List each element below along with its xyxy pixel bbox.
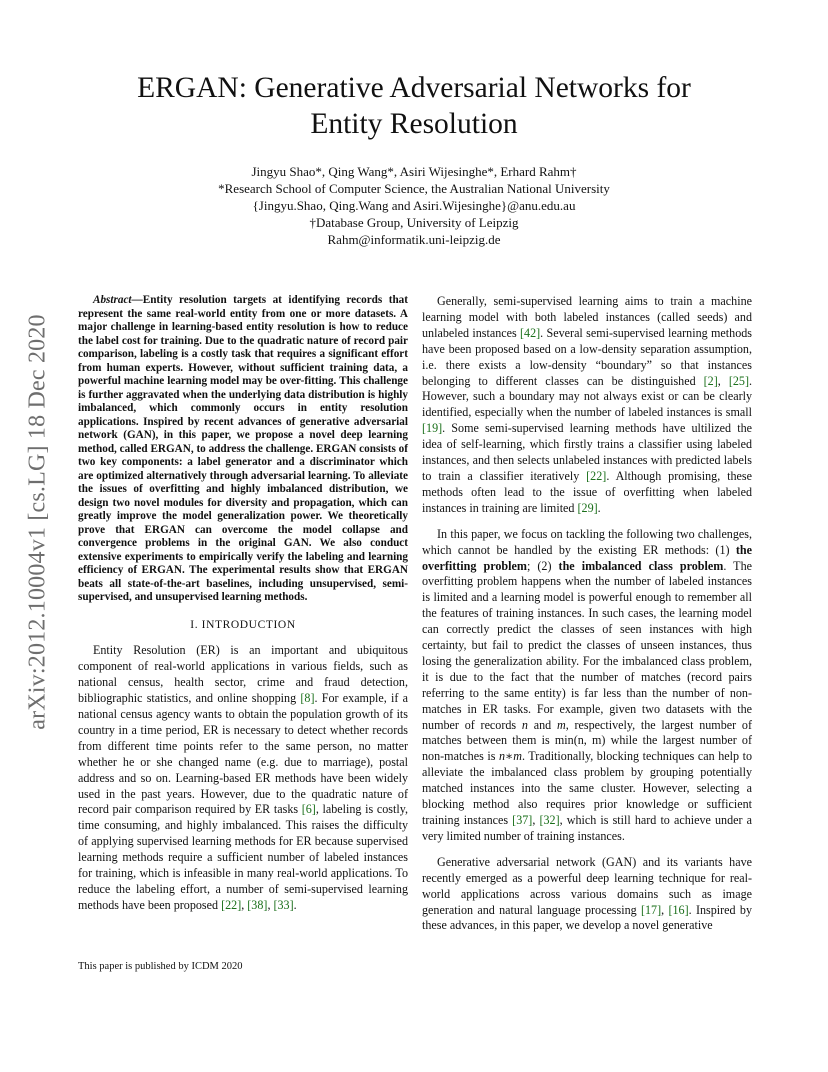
math-min-n-m: min(n, m) — [554, 733, 606, 748]
abstract — [78, 294, 408, 605]
abstract-label: Abstract — [93, 294, 132, 306]
paper-title — [70, 70, 758, 142]
citation-6[interactable]: [6] — [301, 802, 316, 817]
math-m: m — [556, 717, 566, 732]
right-column — [422, 294, 752, 934]
affiliation-leipzig: †Database Group, University of Leipzig — [309, 215, 519, 230]
right-paragraph-2: In this paper, we focus on tackling the following two challenges, which cannot be handled by the existing ER methods: (1) the overfitting problem; (2) the imbalanced class problem. The overfitting problem happens when the number of labeled instances is limited and a learning model is powerful enough to remember all the features of training instances. In such cases, the learning model can correctly predict the classes of seen instances with high certainty, but fail to predict the classes of unseen instances, thus losing the generalization ability. For the imbalanced class problem, it is due to the fact that the number of matches (record pairs referring to the same entity) is far less than the number of non-matches in ER tasks. For example, given two datasets with the number of records n and m, respectively, the largest number of matches between them is min(n, m) while the largest number of non-matches is n∗m. Traditionally, blocking techniques can help to alleviate the imbalanced class problem by grouping potentially matched instances into the same cluster. However, selecting a blocking method also requires prior knowledge or sufficient training instances [37], [32], which is still hard to achieve under a very limited number of training instances. — [422, 526, 752, 843]
abstract-text: —Entity resolution targets at identifying records that represent the same real-world entity from one or more datasets. A major challenge in learning-based entity resolution is how to reduce the label cost for training. Due to the quadratic nature of record pair comparison, labeling is a costly task that requires a significant effort from human experts. However, without sufficient training data, a powerful machine learning model may be over-fitting. This challenge is further aggravated when the underlying data distribution is highly imbalanced, which commonly occurs in entity resolution applications. Inspired by recent advances of generative adversarial network (GAN), in this paper, we propose a novel deep learning method, called ERGAN, to address the challenge. ERGAN consists of two key components: a label generator and a discriminator which are optimized alternatively through adversarial learning. To alleviate the issues of overfitting and highly imbalanced distribution, we design two novel modules for diversity and propagation, which can greatly improve the model generalization power. We theoretically prove that ERGAN can overcome the model collapse and convergence problems in the original GAN. We also conduct extensive experiments to empirically verify the labeling and learning efficiency of ERGAN. The experimental results show that ERGAN beats all state-of-the-art baselines, including unsupervised, semi-supervised, and unsupervised learning methods. — [78, 294, 408, 603]
citation-38[interactable]: [38] — [247, 897, 268, 912]
overfitting-problem-term: the overfitting problem — [422, 542, 752, 573]
paper-title-line1: ERGAN: Generative Adversarial Networks for — [137, 72, 691, 104]
citation-8[interactable]: [8] — [300, 691, 315, 706]
citation-25[interactable]: [25] — [728, 373, 749, 388]
right-paragraph-1: Generally, semi-supervised learning aims to train a machine learning model with both labeled instances (called seeds) and unlabeled instances [42]. Several semi-supervised learning methods have been proposed based on a low-density separation assumption, i.e. there exists a low-density “boundary” so that instances belonging to different classes can be distinguished [2], [25]. However, such a boundary may not always exist or can be clearly identified, especially when the number of labeled instances is small [19]. Some semi-supervised learning methods have ultilized the idea of self-learning, which firstly trains a classifier using labeled instances, and then selects unlabeled instances with predicted labels to train a classifier iteratively [22]. Although promising, these methods often lead to the issue of overfitting when labeled instances in training are limited [29]. — [422, 294, 753, 515]
affiliation-anu: *Research School of Computer Science, the Australian National University — [218, 181, 610, 196]
left-column — [78, 294, 408, 914]
publication-footnote: This paper is published by ICDM 2020 — [78, 961, 243, 972]
arxiv-identifier-text: arXiv:2012.10004v1 [cs.LG] 18 Dec 2020 — [24, 314, 51, 730]
author-names: Jingyu Shao*, Qing Wang*, Asiri Wijesinghe*, Erhard Rahm† — [251, 164, 577, 179]
paper-title-line2: Entity Resolution — [310, 108, 518, 140]
email-leipzig: Rahm@informatik.uni-leipzig.de — [327, 232, 501, 247]
citation-33[interactable]: [33] — [273, 897, 294, 912]
citation-2[interactable]: [2] — [703, 373, 718, 388]
email-anu: {Jingyu.Shao, Qing.Wang and Asiri.Wijesinghe}@anu.edu.au — [252, 198, 576, 213]
citation-17[interactable]: [17] — [640, 902, 662, 917]
citation-16[interactable]: [16] — [668, 902, 689, 917]
citation-22[interactable]: [22] — [221, 897, 242, 912]
citation-29[interactable]: [29] — [577, 500, 598, 515]
right-paragraph-3: Generative adversarial network (GAN) and its variants have recently emerged as a powerful deep learning technique for real-world applications across various domains such as image generation and natural language processing [17], [16]. Inspired by these advances, in this paper, we develop a novel generative — [422, 854, 753, 933]
citation-19[interactable]: [19] — [422, 421, 443, 436]
math-n-times-m: n∗m — [498, 749, 522, 764]
intro-paragraph-1: Entity Resolution (ER) is an important and ubiquitous component of real-world applications in various fields, such as national census, health sector, crime and fraud detection, bibliographic statistics, and online shopping [8]. For example, if a national census agency wants to obtain the population growth of its country in a time period, ER is necessary to detect whether records from different time points refer to the same person, no matter whether he or she changed name (e.g. due to marriage), postal address and so on. Learning-based ER methods have been widely used in the past years. However, due to the quadratic nature of record pair comparison required by ER tasks [6], labeling is costly, time consuming, and highly imbalanced. This raises the difficulty of applying supervised learning methods for ER because supervised learning methods require a sufficient number of labeled instances for training, which is infeasible in many real-world applications. To reduce the labeling effort, a number of semi-supervised learning methods have been proposed [22], [38], [33]. — [78, 643, 408, 912]
math-n: n — [521, 717, 528, 732]
section-heading-introduction: I. INTRODUCTION — [190, 618, 296, 631]
imbalanced-class-term: the imbalanced class problem — [558, 558, 724, 573]
arxiv-identifier — [18, 282, 58, 762]
author-block — [70, 163, 758, 248]
citation-37[interactable]: [37] — [512, 813, 533, 827]
citation-32[interactable]: [32] — [539, 813, 560, 827]
citation-22-b[interactable]: [22] — [586, 468, 607, 483]
citation-42[interactable]: [42] — [520, 325, 541, 340]
